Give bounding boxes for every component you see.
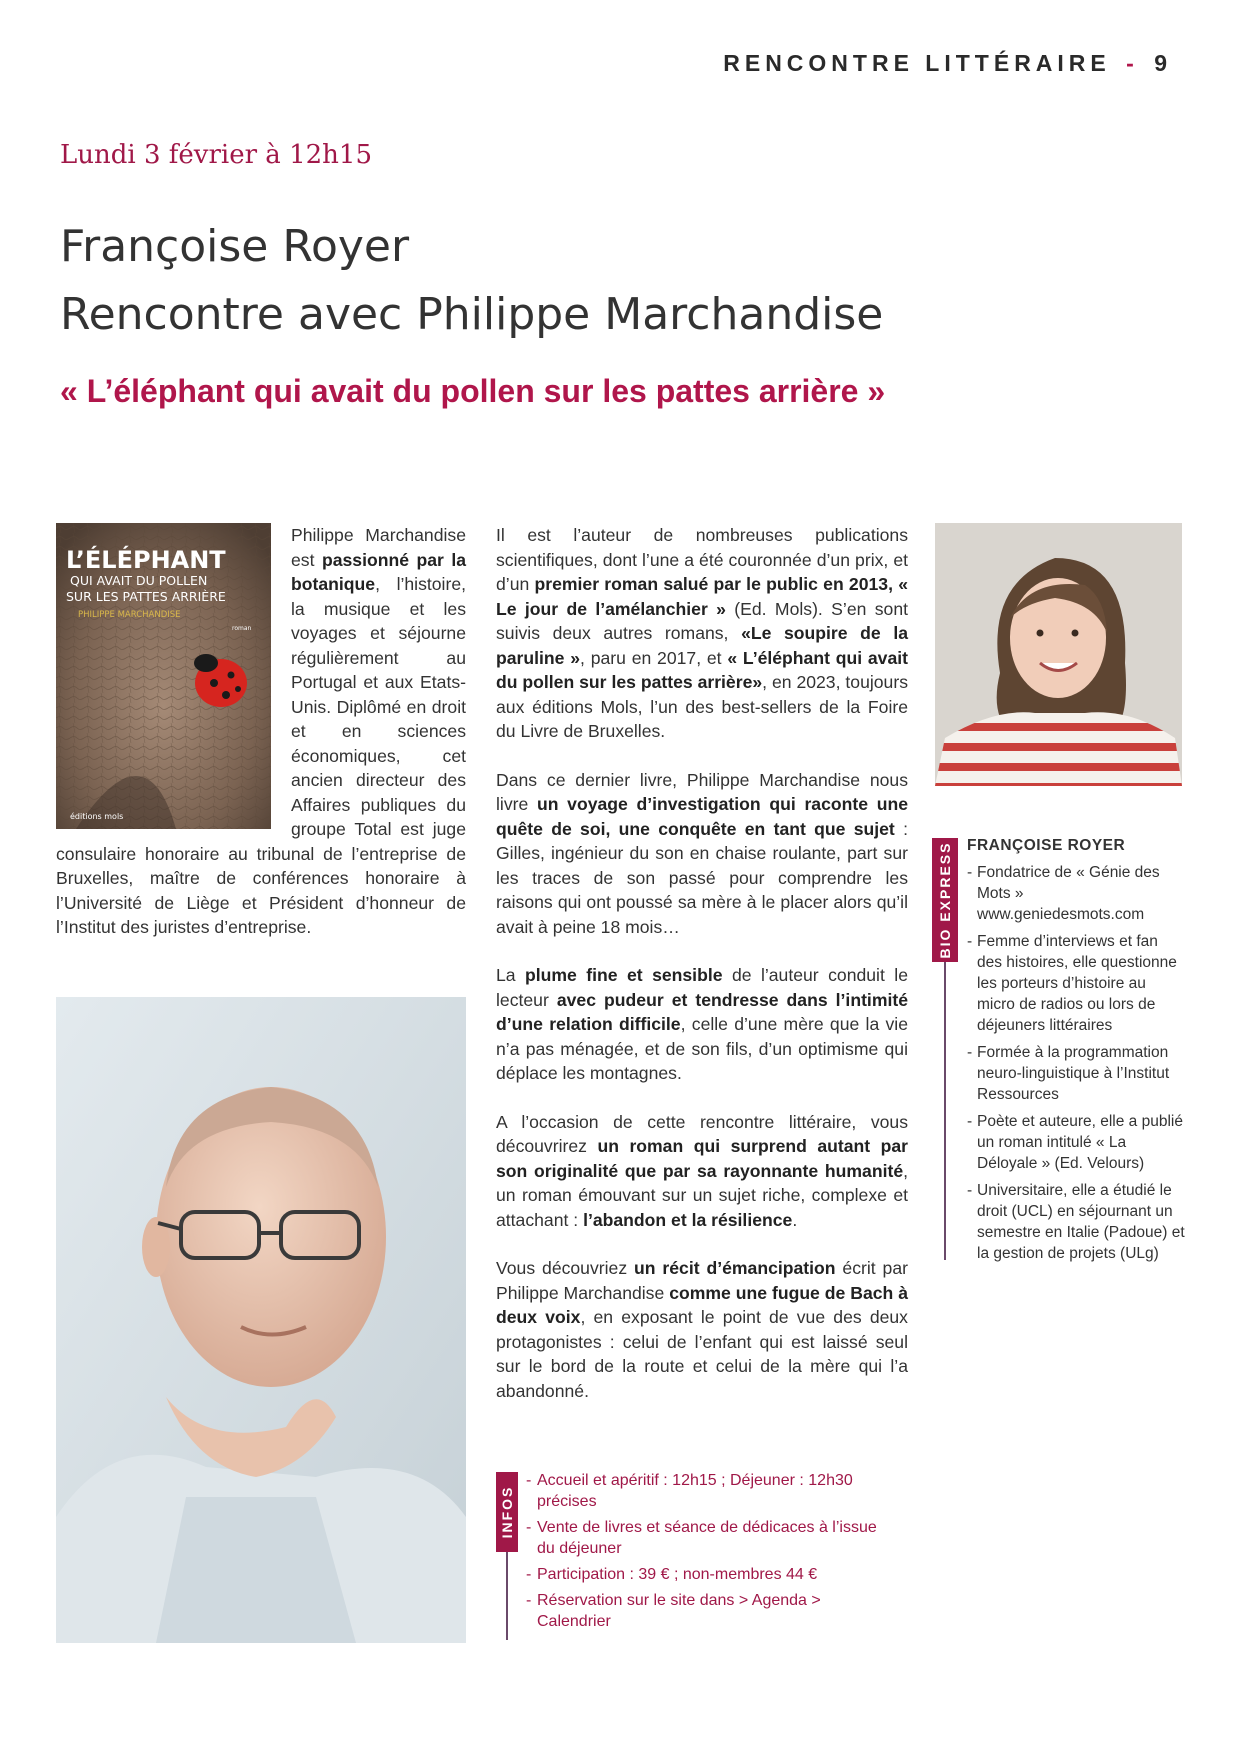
paragraph-1: Il est l’auteur de nombreuses publications scientifiques, dont l’une a été couronnée d’un prix, et d’un premier roman salué par le public en 2013, « Le jour de l’amélanchier » (Ed. Mols). S’en sont suivis deux autres romans, «Le soupire de la paruline », paru en 2017, et « L’éléphant qui avait du pollen sur les pattes arrière», en 2023, toujours aux éditions Mols, l’un des best-sellers de la Foire du Livre de Bruxelles.	[496, 525, 908, 741]
column-2	[496, 523, 908, 1427]
infos-item: - Accueil et apéritif : 12h15 ; Déjeuner : 12h30 précises	[526, 1470, 886, 1512]
bio-divider	[944, 962, 946, 1260]
cover-author: PHILIPPE MARCHANDISE	[78, 610, 181, 620]
paragraph-3: La plume fine et sensible de l’auteur conduit le lecteur avec pudeur et tendresse dans l’intimité d’une relation difficile, celle d’une mère que la vie n’a pas ménagée, et de son fils, d’un optimisme qui déplace les montagnes.	[496, 965, 909, 1083]
column-1	[56, 523, 466, 940]
author-portrait-image	[56, 997, 466, 1643]
cover-title-1: L’ÉLÉPHANT	[66, 546, 226, 574]
cover-title-2: QUI AVAIT DU POLLEN	[70, 573, 208, 588]
infos-tag-label: INFOS	[499, 1485, 515, 1539]
infos-item: - Réservation sur le site dans > Agenda > Calendrier	[526, 1590, 886, 1632]
infos-divider	[506, 1552, 508, 1640]
bio-item: - Poète et auteure, elle a publié un roman intitulé « La Déloyale » (Ed. Velours)	[967, 1111, 1187, 1174]
cover-publisher: éditions mols	[70, 812, 124, 821]
bio-item: - Femme d’interviews et fan des histoires, elle questionne les porteurs d’histoire au micro de radios ou lors de déjeuners littéraires	[967, 931, 1187, 1036]
cover-genre: roman	[232, 625, 252, 632]
paragraph-2: Dans ce dernier livre, Philippe Marchandise nous livre un voyage d’investigation qui raconte une quête de soi, une conquête en tant que sujet : Gilles, ingénieur du son en chaise roulante, part sur les traces de son passé pour comprendre les raisons qui ont poussé sa mère à le placer alors qu’il avait à peine 18 mois…	[496, 769, 908, 937]
page-number: 9	[1154, 50, 1172, 76]
infos-item: - Vente de livres et séance de dédicaces à l’issue du déjeuner	[526, 1517, 886, 1559]
book-cover-image	[56, 523, 271, 829]
bio-express-tag	[932, 838, 958, 962]
paragraph-4: A l’occasion de cette rencontre littéraire, vous découvrirez un roman qui surprend autant par son originalité que par sa rayonnante humanité, un roman émouvant sur un sujet riche, complexe et attachant : l’abandon et la résilience.	[496, 1111, 908, 1230]
section-name: RENCONTRE LITTÉRAIRE	[723, 50, 1111, 76]
bio-express	[967, 835, 1187, 1270]
bio-tag-label: BIO EXPRESS	[937, 841, 953, 959]
header-separator: -	[1126, 50, 1139, 76]
infos-item: - Participation : 39 € ; non-membres 44 €	[526, 1564, 886, 1585]
page-title	[60, 213, 883, 349]
col1-bold: passionné par la botanique	[291, 549, 467, 594]
bio-item: - Formée à la programmation neuro-linguistique à l’Institut Ressources	[967, 1042, 1187, 1105]
event-date: Lundi 3 février à 12h15	[60, 140, 372, 170]
title-line-1: Françoise Royer	[60, 221, 410, 272]
cover-title-3: SUR LES PATTES ARRIÈRE	[66, 589, 226, 604]
col1-text: Philippe Marchandise est	[291, 525, 466, 570]
infos-box	[526, 1470, 886, 1637]
bio-name: FRANÇOISE ROYER	[967, 837, 1126, 854]
paragraph-5: Vous découvriez un récit d’émancipation écrit par Philippe Marchandise comme une fugue de Bach à deux voix, en exposant le point de vue des deux protagonistes : celui de l’enfant qui est laissé seul sur le bord de la route et celui de la mère qui l’a abandonné.	[496, 1258, 908, 1401]
infos-tag	[496, 1472, 518, 1552]
bio-item: - Universitaire, elle a étudié le droit (UCL) en séjournant un semestre en Italie (Padoue) et la gestion de projets (ULg)	[967, 1180, 1187, 1264]
royer-portrait-image	[935, 523, 1182, 786]
bio-item: - Fondatrice de « Génie des Mots » www.geniedesmots.com	[967, 862, 1187, 925]
book-subtitle: « L’éléphant qui avait du pollen sur les pattes arrière »	[60, 373, 886, 409]
page-header	[723, 50, 1172, 77]
col1-text: , l’histoire, la musique et les voyages et séjourne régulièrement au Portugal et aux Etats-Unis. Diplômé en droit et en sciences économiques, cet ancien directeur des Affaires publiques du groupe Total est juge consulaire honoraire au tribunal de l’entreprise de Bruxelles, maître de conférences honoraire à l’Université de Liège et Président d’honneur de l’Institut des juristes d’entreprise.	[56, 574, 466, 937]
title-line-2: Rencontre avec Philippe Marchandise	[60, 289, 884, 340]
